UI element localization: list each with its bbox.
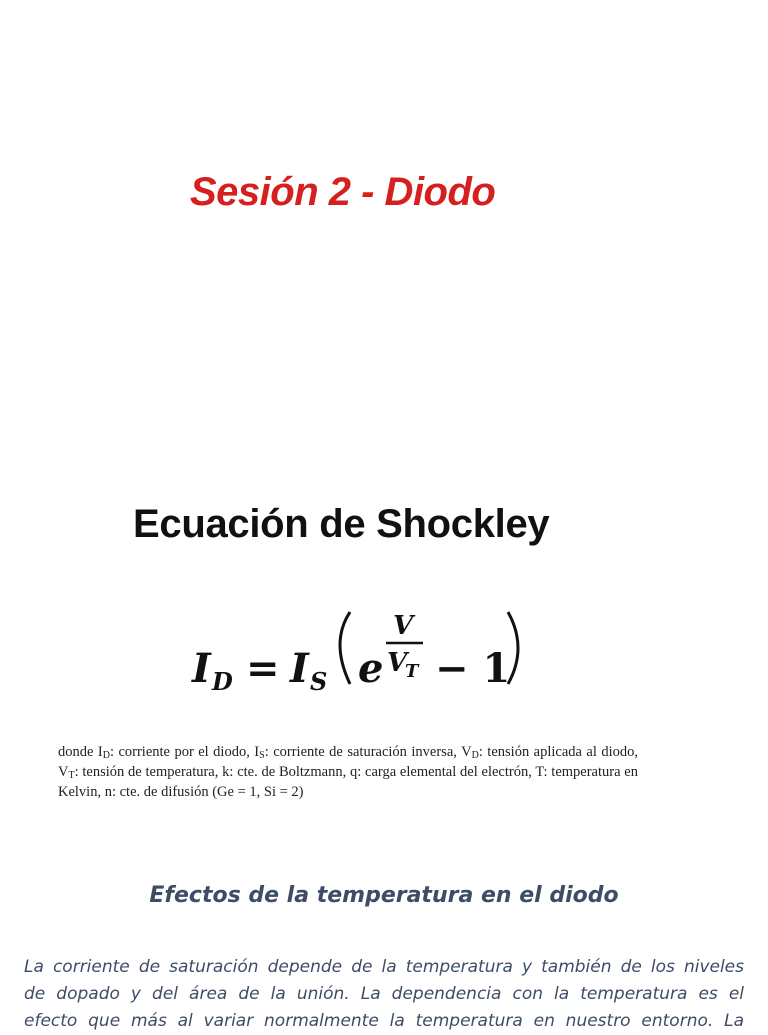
def-text-3: : corriente de saturación inversa, V (264, 744, 472, 760)
eq-equals: = (246, 645, 280, 692)
def-text-5: : tensión de temperatura, k: cte. de Boltzmann, q: carga elemental del electrón, T: temperatura en Kelvin, n: cte. de difusión (Ge = 1, Si = 2) (58, 764, 638, 800)
eq-left-paren (340, 612, 350, 684)
eq-exp-denominator-base: V (387, 648, 408, 678)
shockley-equation-formula (190, 600, 540, 700)
def-text-1: donde I (58, 744, 103, 760)
def-sub-s: S (259, 750, 265, 761)
def-sub-t: T (68, 770, 75, 781)
body-line-1: La corriente de saturación depende de la temperatura y también de los niveles (24, 957, 744, 977)
eq-lhs-sub: D (212, 667, 233, 696)
body-paragraph (24, 954, 744, 1035)
def-text-2: : corriente por el diodo, I (109, 744, 260, 760)
shockley-equation (190, 600, 540, 700)
eq-lhs-base: I (192, 645, 211, 692)
eq-exp-numerator: V (393, 611, 414, 641)
section-heading: Efectos de la temperatura en el diodo (149, 883, 619, 908)
def-sub-d: D (102, 750, 110, 761)
variable-definitions (58, 742, 638, 802)
shockley-equation-title: Ecuación de Shockley (133, 502, 550, 546)
body-line-3: efecto que más al variar normalmente la temperatura en nuestro entorno. La (24, 1011, 744, 1031)
def-sub-d2: D (471, 750, 479, 761)
session-title: Sesión 2 - Diodo (190, 170, 496, 214)
eq-rhs-sub: S (310, 667, 328, 696)
eq-exp-denominator-sub: T (405, 661, 419, 682)
eq-exp-base: e (358, 645, 384, 692)
def-text-4: : tensión aplicada al diodo, V (58, 744, 639, 780)
eq-rhs-base: I (290, 645, 309, 692)
eq-minus-one: − 1 (435, 645, 511, 692)
body-line-2: de dopado y del área de la unión. La dependencia con la temperatura es el (24, 984, 744, 1004)
